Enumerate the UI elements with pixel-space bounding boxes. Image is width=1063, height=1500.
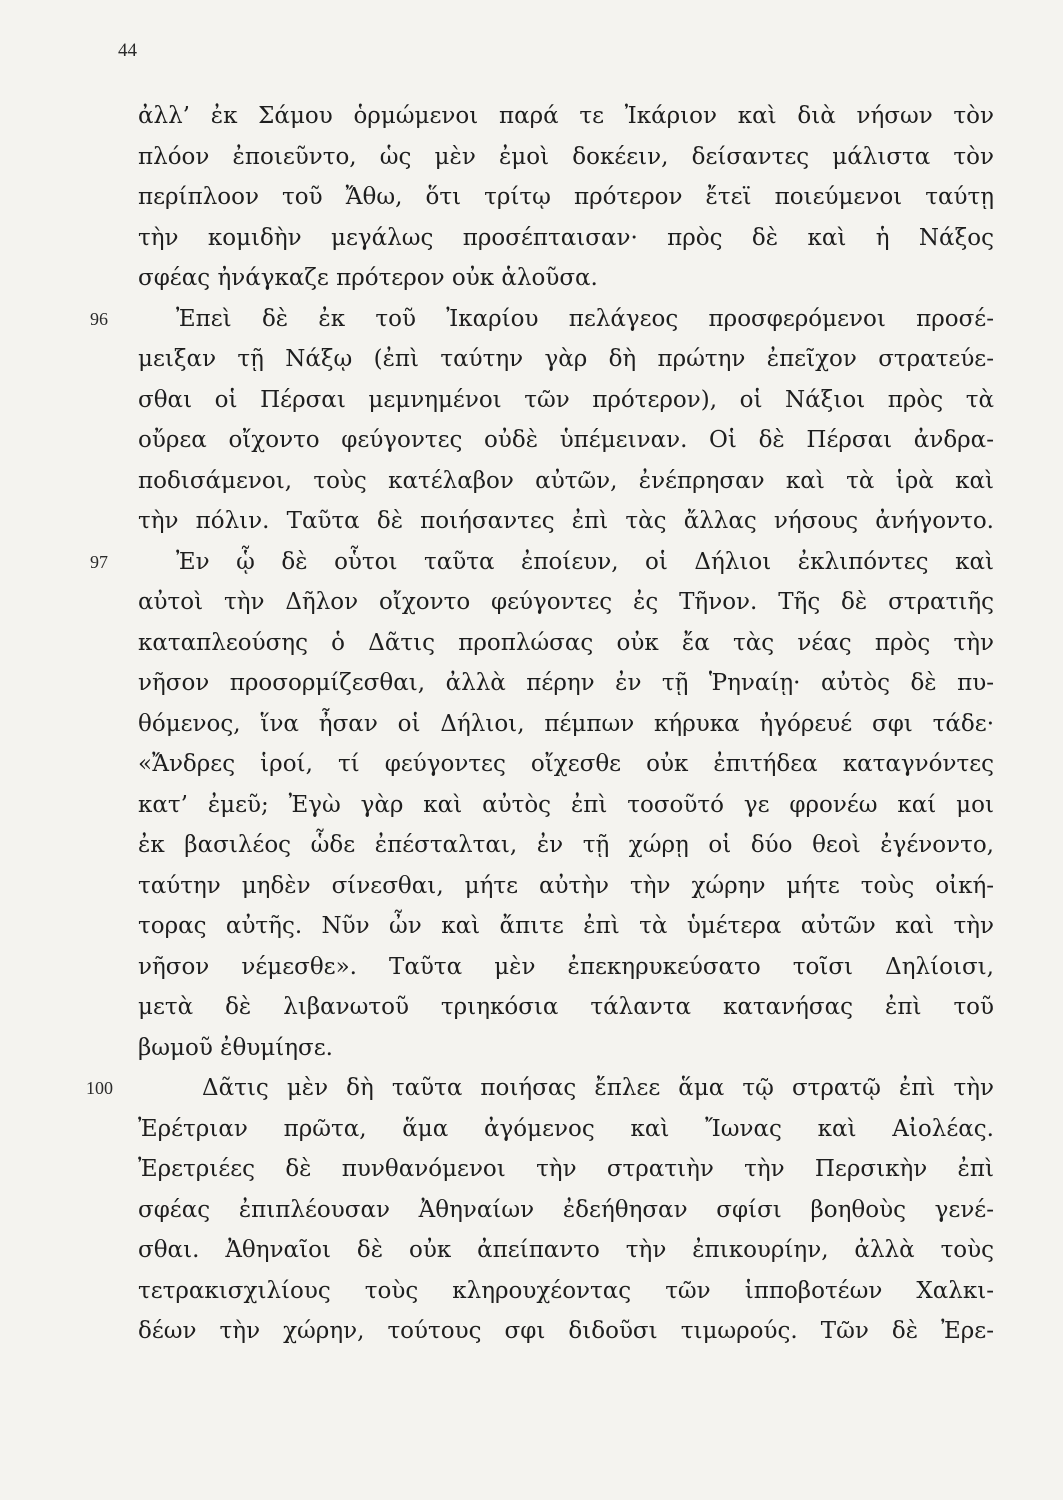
text-line [138,501,994,542]
line-text: ποδισάμενοι, τοὺς κατέλαβον αὐτῶν, ἐνέπρησαν καὶ τὰ ἱρὰ καὶ [138,467,994,494]
line-text: αὐτοὶ τὴν Δῆλον οἴχοντο φεύγοντες ἐς Τῆνον. Τῆς δὲ στρατιῆς [138,589,994,615]
text-line [138,1028,994,1069]
text-line [138,704,994,745]
text-line [138,218,994,259]
line-text: ταύτην μηδὲν σίνεσθαι, μήτε αὐτὴν τὴν χώρην μήτε τοὺς οἰκή- [138,872,994,899]
text-line [138,785,994,826]
text-line [86,1068,994,1109]
line-text: νῆσον προσορμίζεσθαι, ἀλλὰ πέρην ἐν τῇ Ῥηναίῃ· αὐτὸς δὲ πυ- [138,670,994,696]
line-text: σφέας ἐπιπλέουσαν Ἀθηναίων ἐδεήθησαν σφίσι βοηθοὺς γενέ- [138,1196,994,1223]
text-line [138,380,994,421]
section-number: 100 [86,1078,113,1098]
text-line [138,623,994,664]
text-line [138,177,994,218]
line-text: περίπλοον τοῦ Ἄθω, ὅτι τρίτῳ πρότερον ἔτεϊ ποιεύμενοι ταύτῃ [138,184,994,210]
line-text: οὔρεα οἴχοντο φεύγοντες οὐδὲ ὑπέμειναν. Οἱ δὲ Πέρσαι ἀνδρα- [138,427,994,453]
text-line [138,906,994,947]
line-text: καταπλεούσης ὁ Δᾶτις προπλώσας οὐκ ἔα τὰς νέας πρὸς τὴν [138,629,994,656]
line-text: σφέας ἠνάγκαζε πρότερον οὐκ ἁλοῦσα. [138,265,598,291]
line-text: τὴν πόλιν. Ταῦτα δὲ ποιήσαντες ἐπὶ τὰς ἄλλας νήσους ἀνήγοντο. [138,508,994,534]
line-text: Δᾶτις μὲν δὴ ταῦτα ποιήσας ἔπλεε ἅμα τῷ στρατῷ ἐπὶ τὴν [202,1075,994,1101]
line-text: Ἐν ᾧ δὲ οὗτοι ταῦτα ἐποίευν, οἱ Δήλιοι ἐκλιπόντες καὶ [176,548,994,575]
line-text: τὴν κομιδὴν μεγάλως προσέπταισαν· πρὸς δὲ καὶ ἡ Νάξος [138,224,994,251]
text-line [138,1109,994,1150]
text-line [138,1190,994,1231]
line-text: ἐκ βασιλέος ὧδε ἐπέσταλται, ἐν τῇ χώρῃ οἱ δύο θεοὶ ἐγένοντο, [138,832,994,858]
text-line [90,542,994,583]
line-text: ἀλλ’ ἐκ Σάμου ὁρμώμενοι παρά τε Ἰκάριον καὶ διὰ νήσων τὸν [138,103,994,129]
text-line [138,947,994,988]
line-text: πλόον ἐποιεῦντο, ὡς μὲν ἐμοὶ δοκέειν, δείσαντες μάλιστα τὸν [138,143,994,170]
line-text: θόμενος, ἵνα ἦσαν οἱ Δήλιοι, πέμπων κήρυκα ἠγόρευέ σφι τάδε· [138,710,994,737]
text-line [90,299,994,340]
line-text: νῆσον νέμεσθε». Ταῦτα μὲν ἐπεκηρυκεύσατο τοῖσι Δηλίοισι, [138,953,994,980]
line-text: μετὰ δὲ λιβανωτοῦ τριηκόσια τάλαντα κατανήσας ἐπὶ τοῦ [138,994,994,1020]
text-line [138,1271,994,1312]
page-number: 44 [118,40,137,61]
text-block [86,96,994,1352]
line-text: Ἐρέτριαν πρῶτα, ἅμα ἀγόμενος καὶ Ἴωνας καὶ Αἰολέας. [138,1115,994,1142]
text-line [138,339,994,380]
text-line [138,663,994,704]
line-text: δέων τὴν χώρην, τούτους σφι διδοῦσι τιμωρούς. Τῶν δὲ Ἐρε- [138,1318,994,1344]
text-line [138,987,994,1028]
text-line [138,420,994,461]
line-text: τορας αὐτῆς. Νῦν ὦν καὶ ἄπιτε ἐπὶ τὰ ὑμέτερα αὐτῶν καὶ τὴν [138,913,994,939]
text-line [138,1311,994,1352]
text-line [138,582,994,623]
text-line [138,825,994,866]
section-number: 97 [90,551,108,572]
text-line [138,1230,994,1271]
text-line [138,96,994,137]
text-line [138,258,994,299]
line-text: βωμοῦ ἐθυμίησε. [138,1034,333,1061]
line-text: σθαι. Ἀθηναῖοι δὲ οὐκ ἀπείπαντο τὴν ἐπικουρίην, ἀλλὰ τοὺς [138,1237,994,1263]
text-line [138,461,994,502]
text-line [138,866,994,907]
text-line [138,744,994,785]
section-number: 96 [90,308,108,329]
line-text: Ἐρετριέες δὲ πυνθανόμενοι τὴν στρατιὴν τὴν Περσικὴν ἐπὶ [138,1156,994,1182]
line-text: σθαι οἱ Πέρσαι μεμνημένοι τῶν πρότερον), οἱ Νάξιοι πρὸς τὰ [138,386,994,413]
line-text: Ἐπεὶ δὲ ἐκ τοῦ Ἰκαρίου πελάγεος προσφερόμενοι προσέ- [176,305,994,332]
text-line [138,137,994,178]
line-text: τετρακισχιλίους τοὺς κληρουχέοντας τῶν ἱπποβοτέων Χαλκι- [138,1277,994,1304]
line-text: μειξαν τῇ Νάξῳ (ἐπὶ ταύτην γὰρ δὴ πρώτην ἐπεῖχον στρατεύε- [138,346,994,372]
line-text: «Ἄνδρες ἱροί, τί φεύγοντες οἴχεσθε οὐκ ἐπιτήδεα καταγνόντες [138,751,994,777]
text-line [138,1149,994,1190]
line-text: κατ’ ἐμεῦ; Ἐγὼ γὰρ καὶ αὐτὸς ἐπὶ τοσοῦτό γε φρονέω καί μοι [138,791,994,818]
